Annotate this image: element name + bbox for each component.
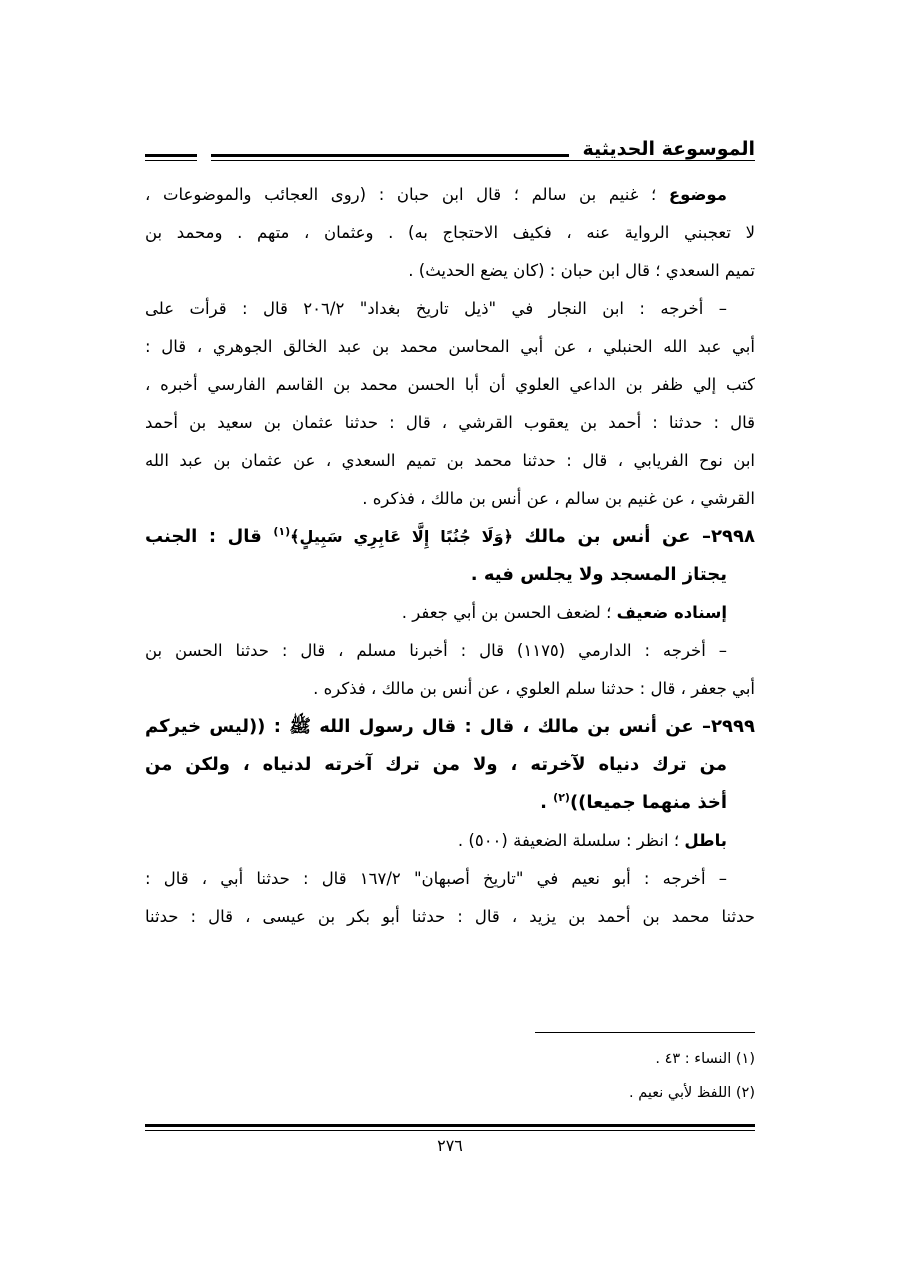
hadith-text: قال : الجنب — [145, 526, 262, 547]
text-line: ابن نوح الفريابي ، قال : حدثنا محمد بن تميم السعدي ، عن عثمان بن عبد الله — [145, 451, 755, 470]
text-line: أبي جعفر ، قال : حدثنا سلم العلوي ، عن أنس بن مالك ، فذكره . — [313, 679, 755, 698]
text-line — [145, 822, 755, 860]
footnotes — [145, 1042, 755, 1110]
text-line: حدثنا محمد بن أحمد بن يزيد ، قال : حدثنا أبو بكر بن عيسى ، قال : حدثنا — [145, 907, 755, 926]
footnote-1: (١) النساء : ٤٣ . — [655, 1051, 755, 1067]
text-line — [145, 176, 755, 214]
text-span: . — [540, 792, 554, 813]
hadith-2998 — [145, 518, 755, 556]
running-header — [145, 136, 755, 176]
text-span: ؛ انظر : سلسلة الضعيفة (٥٠٠) . — [457, 831, 680, 850]
text-line: من ترك دنياه لآخرته ، ولا من ترك آخرته لدنياه ، ولكن من — [145, 754, 727, 775]
hadith-2999: ٢٩٩٩– عن أنس بن مالك ، قال : قال رسول الله ﷺ : ((ليس خيركم — [145, 716, 755, 737]
text-span: ؛ غنيم بن سالم ؛ قال ابن حبان : (روى العجائب والموضوعات ، — [145, 185, 657, 204]
footnote-ref: (١) — [273, 525, 291, 538]
text-line: قال : حدثنا : أحمد بن يعقوب القرشي ، قال : حدثنا عثمان بن سعيد بن أحمد — [145, 413, 755, 432]
text-line: كتب إلي ظفر بن الداعي العلوي أن أبا الحسن محمد بن القاسم الفارسي أخبره ، — [145, 375, 755, 394]
hadith-lead: ٢٩٩٨– عن أنس بن مالك — [524, 526, 755, 547]
book-page — [145, 136, 755, 1166]
text-line — [145, 784, 755, 822]
grade-label: إسناده ضعيف — [616, 603, 727, 622]
text-line: يجتاز المسجد ولا يجلس فيه . — [470, 564, 727, 585]
text-line: لا تعجبني الرواية عنه ، فكيف الاحتجاج به) . وعثمان ، متهم . ومحمد بن — [145, 223, 755, 242]
text-line: – أخرجه : أبو نعيم في "تاريخ أصبهان" ١٦٧/٢ قال : حدثنا أبي ، قال : — [145, 869, 727, 888]
text-line — [145, 594, 755, 632]
text-line: – أخرجه : ابن النجار في "ذيل تاريخ بغداد" ٢٠٦/٢ قال : قرأت على — [145, 299, 727, 318]
grade-label: باطل — [684, 831, 727, 850]
hadith-text: أخذ منهما جميعا)) — [569, 792, 727, 813]
header-title: الموسوعة الحديثية — [569, 138, 756, 160]
text-span: ؛ لضعف الحسن بن أبي جعفر . — [401, 603, 612, 622]
header-rule-short — [145, 154, 197, 161]
text-line: أبي عبد الله الحنبلي ، عن أبي المحاسن محمد بن عبد الخالق الجوهري ، قال : — [145, 337, 755, 356]
text-line: القرشي ، عن غنيم بن سالم ، عن أنس بن مالك ، فذكره . — [362, 489, 755, 508]
quran-verse: ﴿وَلَا جُنُبًا إِلَّا عَابِرِي سَبِيلٍ﴾ — [290, 527, 513, 546]
grade-label: موضوع — [668, 185, 727, 204]
footnote-ref: (٢) — [553, 791, 570, 804]
bottom-rule — [145, 1124, 755, 1131]
footnote-2: (٢) اللفظ لأبي نعيم . — [629, 1085, 755, 1101]
page-body — [145, 176, 755, 936]
text-line: – أخرجه : الدارمي (١١٧٥) قال : أخبرنا مسلم ، قال : حدثنا الحسن بن — [145, 641, 727, 660]
text-line: تميم السعدي ؛ قال ابن حبان : (كان يضع الحديث) . — [408, 261, 755, 280]
page-number: ٢٧٦ — [437, 1136, 463, 1155]
header-gap — [197, 150, 211, 164]
footnote-rule — [535, 1032, 755, 1033]
